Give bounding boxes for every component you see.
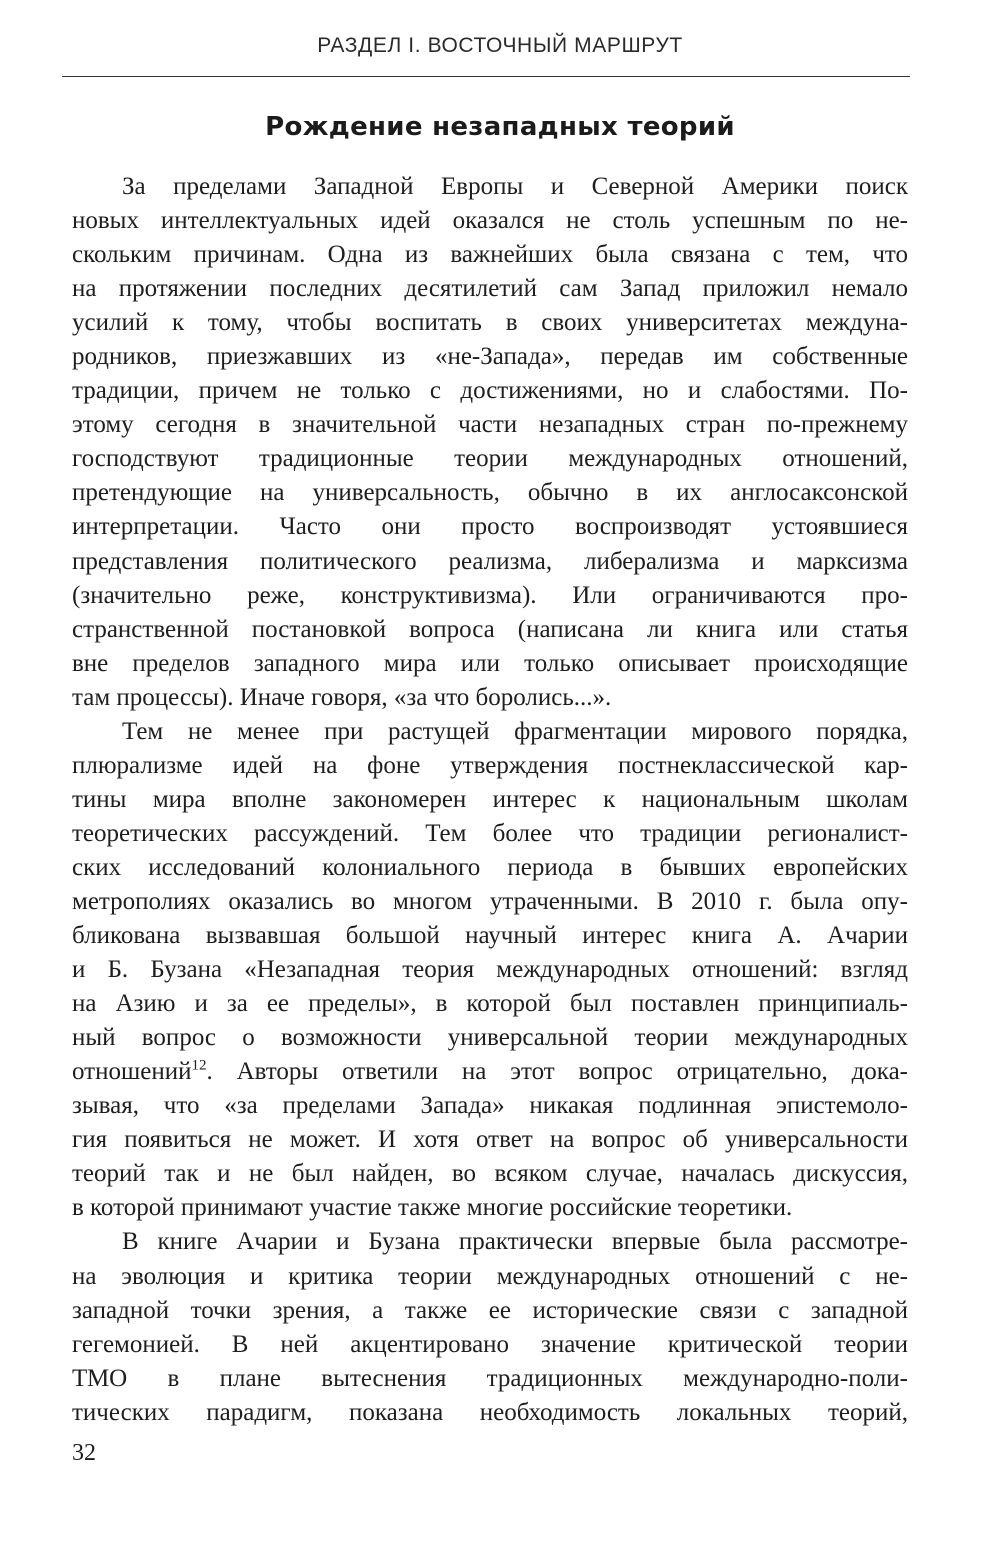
text-line: тических парадигм, показана необходимость локальных теорий, xyxy=(72,1398,908,1426)
footnote-line-before: отношений xyxy=(72,1058,192,1086)
text-line: ный вопрос о возможности универсальной теории международных xyxy=(72,1024,908,1052)
paragraph-1 xyxy=(72,170,908,715)
text-line: усилий к тому, чтобы воспитать в своих университетах междуна- xyxy=(72,309,908,337)
text-line: плюрализме идей на фоне утверждения постнеклассической кар- xyxy=(72,751,908,779)
text-line: ских исследований колониального периода в бывших европейских xyxy=(72,853,908,881)
text-line: гия появиться не может. И хотя ответ на вопрос об универсальности xyxy=(72,1126,908,1154)
text-line: странственной постановкой вопроса (написана ли книга или статья xyxy=(72,615,908,643)
paragraph-2 xyxy=(72,715,908,1226)
text-line: бликована вызвавшая большой научный интерес книга А. Ачарии xyxy=(72,922,908,950)
text-line: Тем не менее при растущей фрагментации мирового порядка, xyxy=(122,717,908,745)
text-line: теорий так и не был найден, во всяком случае, началась дискуссия, xyxy=(72,1160,908,1188)
text-line: там процессы). Иначе говоря, «за что боролись...». xyxy=(72,683,612,711)
footnote-line-after: . Авторы ответили на этот вопрос отрицательно, дока- xyxy=(206,1058,908,1086)
text-line: В книге Ачарии и Бузана практически впервые была рассмотре- xyxy=(122,1228,908,1256)
text-line: новых интеллектуальных идей оказался не столь успешным по не- xyxy=(72,207,908,235)
text-line: ТМО в плане вытеснения традиционных международно-поли- xyxy=(72,1364,908,1392)
text-line: и Б. Бузана «Незападная теория международных отношений: взгляд xyxy=(72,956,908,984)
text-line: тины мира вполне закономерен интерес к национальным школам xyxy=(72,785,908,813)
page-number: 32 xyxy=(72,1440,96,1466)
text-line-with-footnote xyxy=(72,1055,908,1089)
text-line: в которой принимают участие также многие российские теоретики. xyxy=(72,1194,793,1222)
text-line: западной точки зрения, а также ее исторические связи с западной xyxy=(72,1296,908,1324)
body-text xyxy=(72,170,908,1430)
text-line: (значительно реже, конструктивизма). Или ограничиваются про- xyxy=(72,581,908,609)
text-line: традиции, причем не только с достижениями, но и слабостями. По- xyxy=(72,377,908,405)
header-rule xyxy=(62,76,910,77)
text-line: теоретических рассуждений. Тем более что традиции регионалист- xyxy=(72,819,908,847)
text-line: метрополиях оказались во многом утраченными. В 2010 г. была опу- xyxy=(72,887,908,915)
footnote-reference[interactable]: 12 xyxy=(191,1057,207,1074)
text-line: За пределами Западной Европы и Северной Америки поиск xyxy=(122,173,908,200)
text-line: гегемонией. В ней акцентировано значение критической теории xyxy=(72,1330,908,1358)
text-line: вне пределов западного мира или только описывает происходящие xyxy=(72,649,908,677)
text-line: этому сегодня в значительной части незападных стран по-прежнему xyxy=(72,411,908,439)
text-line: на Азию и за ее пределы», в которой был поставлен принципиаль- xyxy=(72,990,908,1018)
text-line: на эволюция и критика теории международных отношений с не- xyxy=(72,1262,908,1290)
section-title: Рождение незападных теорий xyxy=(265,112,735,142)
text-line: на протяжении последних десятилетий сам Запад приложил немало xyxy=(72,275,908,303)
text-line: претендующие на универсальность, обычно в их англосаксонской xyxy=(72,479,908,507)
text-line: скольким причинам. Одна из важнейших была связана с тем, что xyxy=(72,241,908,269)
paragraph-3 xyxy=(72,1225,908,1429)
text-line: господствуют традиционные теории международных отношений, xyxy=(72,445,908,473)
text-line: зывая, что «за пределами Запада» никакая подлинная эпистемоло- xyxy=(72,1092,908,1120)
text-line: интерпретации. Часто они просто воспроизводят устоявшиеся xyxy=(72,513,908,541)
text-line: родников, приезжавших из «не-Запада», передав им собственные xyxy=(72,343,908,371)
running-head: РАЗДЕЛ I. ВОСТОЧНЫЙ МАРШРУТ xyxy=(317,34,683,57)
text-line: представления политического реализма, либерализма и марксизма xyxy=(72,547,908,575)
